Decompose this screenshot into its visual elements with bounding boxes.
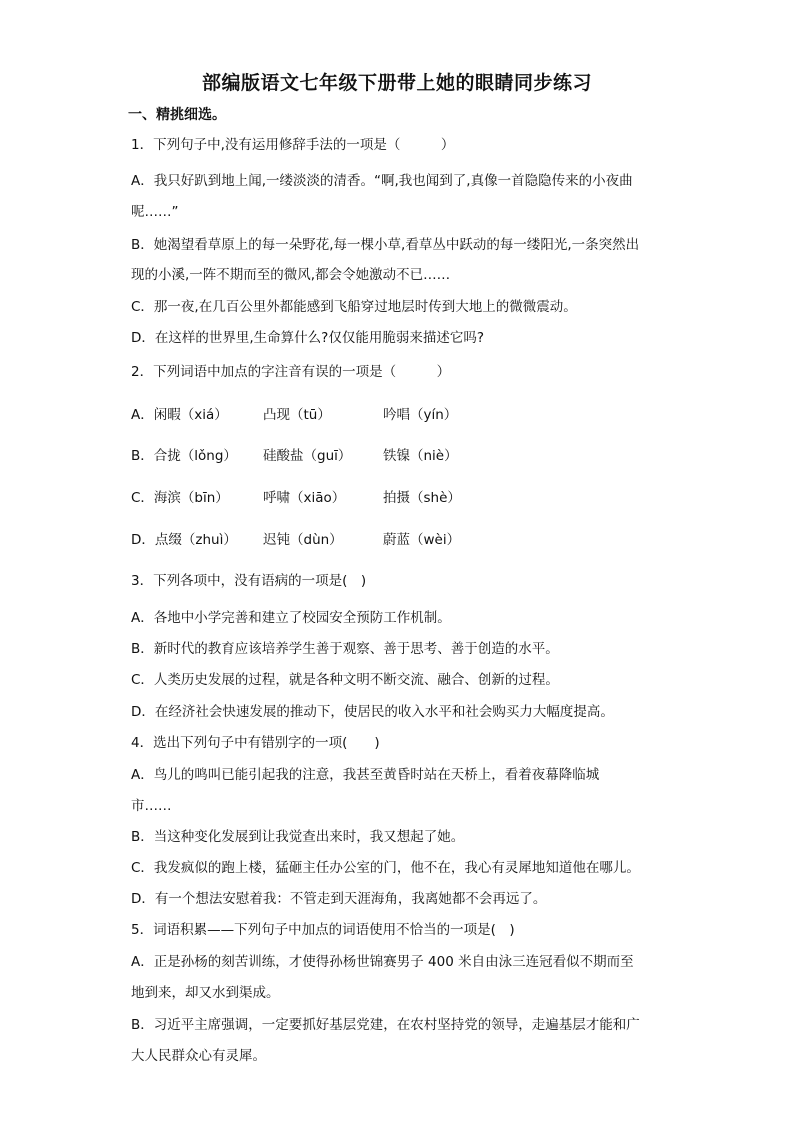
section-heading: 一、精挑细选。 [128,107,226,123]
question-3-option-c: C．人类历史发展的过程，就是各种文明不断交流、融合、创新的过程。 [131,672,559,688]
question-2-option-row [131,406,531,424]
question-2-option-a-word3: 吟唱（yín） [383,407,458,423]
question-1-option-b-line1: B．她渴望看草原上的每一朵野花,每一棵小草,看草丛中跃动的每一缕阳光,一条突然出 [131,237,640,253]
question-2-option-b-word2: 硅酸盐（guī） [263,448,352,464]
question-1-option-d: D．在这样的世界里,生命算什么?仅仅能用脆弱来描述它吗? [131,330,485,346]
question-2-option-c-word3: 拍摄（shè） [383,490,461,506]
question-4-stem: 4．选出下列句子中有错别字的一项( ) [131,735,380,751]
question-1-option-a-line1: A．我只好趴到地上闻,一缕淡淡的清香。“啊,我也闻到了,真像一首隐隐传来的小夜曲 [131,173,633,189]
question-5-stem: 5．词语积累——下列句子中加点的词语使用不恰当的一项是( ) [131,922,515,938]
question-1-option-c: C．那一夜,在几百公里外都能感到飞船穿过地层时传到大地上的微微震动。 [131,299,577,315]
question-2-option-c-word1: C．海滨（bīn） [131,490,229,506]
question-2-option-row [131,531,531,549]
question-2-option-a-word1: A．闲暇（xiá） [131,407,228,423]
question-5-option-a-line2: 地到来，却又水到渠成。 [131,985,280,1001]
question-4-option-b: B．当这种变化发展到让我觉查出来时，我又想起了她。 [131,829,465,845]
question-2-stem: 2．下列词语中加点的字注音有误的一项是（ ） [131,364,451,380]
question-2-option-b-word3: 铁镍（niè） [383,448,458,464]
question-3-option-b: B．新时代的教育应该培养学生善于观察、善于思考、善于创造的水平。 [131,641,559,657]
question-5-option-b-line2: 大人民群众心有灵犀。 [131,1048,266,1064]
question-1-option-b-line2: 现的小溪,一阵不期而至的微风,都会令她激动不已…… [131,267,451,283]
question-2-option-d-word1: D．点缀（zhuì） [131,532,237,548]
question-5-option-b-line1: B．习近平主席强调，一定要抓好基层党建，在农村坚持党的领导，走遍基层才能和广 [131,1017,640,1033]
question-2-option-b-word1: B．合拢（lǒng） [131,448,237,464]
question-2-option-row [131,447,531,465]
question-2-option-a-word2: 凸现（tū） [263,407,331,423]
question-1-option-a-line2: 呢……” [131,204,179,220]
page-title: 部编版语文七年级下册带上她的眼睛同步练习 [201,72,592,94]
question-2-option-row [131,489,531,507]
question-4-option-a-line2: 市…… [131,798,172,814]
question-4-option-c: C．我发疯似的跑上楼，猛砸主任办公室的门，他不在，我心有灵犀地知道他在哪儿。 [131,860,640,876]
question-3-stem: 3．下列各项中，没有语病的一项是( ) [131,573,367,589]
question-2-option-c-word2: 呼啸（xiāo） [263,490,346,506]
question-1-stem: 1．下列句子中,没有运用修辞手法的一项是（ ） [131,137,455,153]
question-3-option-d: D．在经济社会快速发展的推动下，使居民的收入水平和社会购买力大幅度提高。 [131,704,614,720]
question-3-option-a: A．各地中小学完善和建立了校园安全预防工作机制。 [131,610,451,626]
question-2-option-d-word2: 迟钝（dùn） [263,532,343,548]
question-4-option-d: D．有一个想法安慰着我：不管走到天涯海角，我离她都不会再远了。 [131,891,547,907]
question-2-option-d-word3: 蔚蓝（wèi） [383,532,461,548]
question-5-option-a-line1: A．正是孙杨的刻苦训练，才使得孙杨世锦赛男子 400 米自由泳三连冠看似不期而至 [131,954,634,970]
question-4-option-a-line1: A．鸟儿的鸣叫已能引起我的注意，我甚至黄昏时站在天桥上，看着夜幕降临城 [131,767,600,783]
